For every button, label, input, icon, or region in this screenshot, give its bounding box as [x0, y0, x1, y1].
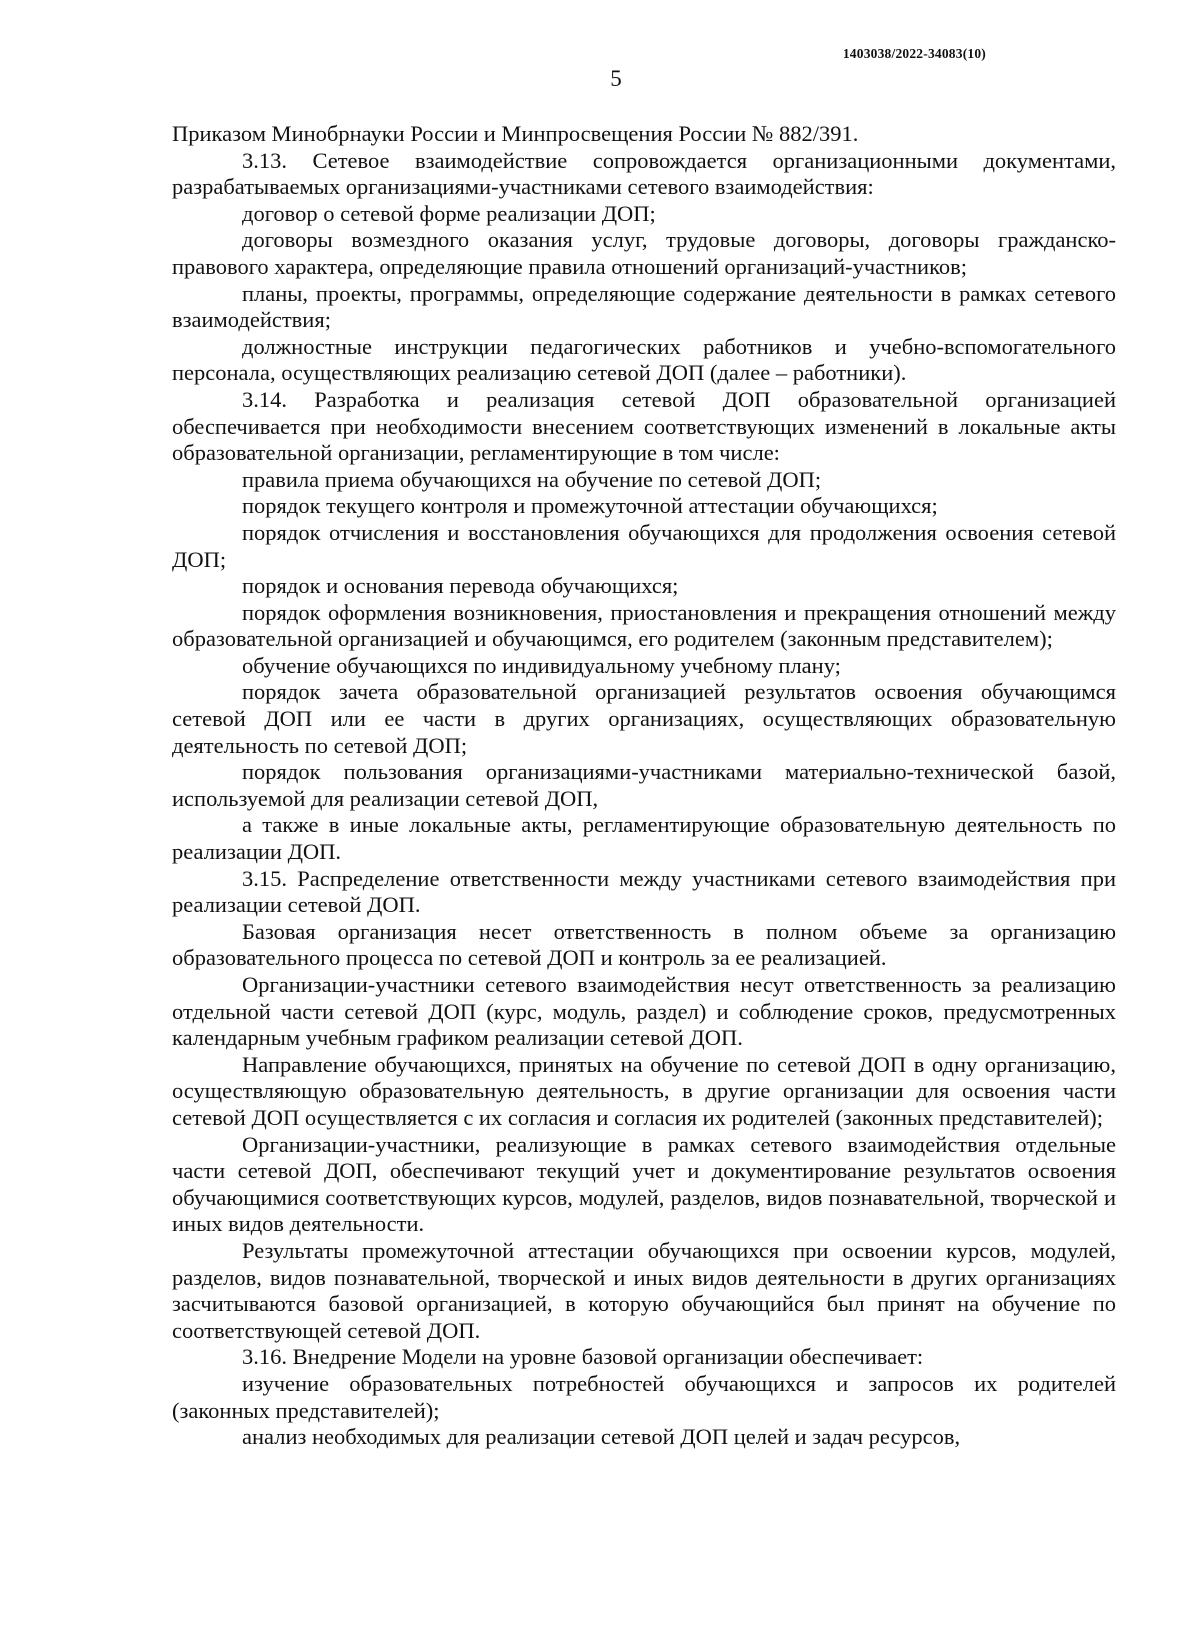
list-item: правила приема обучающихся на обучение по сетевой ДОП; [242, 466, 822, 492]
paragraph: 3.16. Внедрение Модели на уровне базовой организации обеспечивает: [242, 1344, 924, 1370]
list-item: порядок пользования организациями-участниками материально-технической базой, используемой для реализации сетевой ДОП, [172, 759, 1116, 811]
paragraph: 3.14. Разработка и реализация сетевой ДОП образовательной организацией обеспечивается при необходимости внесением соответствующих изменений в локальные акты образовательной организации, регламентирующие в том числе: [172, 386, 1116, 466]
list-item: а также в иные локальные акты, регламентирующие образовательную деятельность по реализации ДОП. [172, 812, 1116, 865]
document-body [172, 121, 1116, 1451]
document-registration-number: 1403038/2022-34083(10) [842, 46, 986, 61]
list-item: порядок оформления возникновения, приостановления и прекращения отношений между образовательной организацией и обучающимся, его родителем (законным представителем); [172, 599, 1116, 652]
list-item: анализ необходимых для реализации сетевой ДОП целей и задач ресурсов, [242, 1424, 961, 1450]
list-item: порядок зачета образовательной организацией результатов освоения обучающимся сетевой ДОП или ее части в других организациях, осуществляющих образовательную деятельность по сетевой ДОП; [172, 679, 1116, 758]
page-number: 5 [610, 66, 622, 91]
list-item: обучение обучающихся по индивидуальному учебному плану; [242, 652, 841, 678]
list-item: должностные инструкции педагогических работников и учебно-вспомогательного персонала, осуществляющих реализацию сетевой ДОП (далее – работники). [172, 333, 1116, 386]
paragraph: 3.15. Распределение ответственности между участниками сетевого взаимодействия при реализации сетевой ДОП. [172, 865, 1116, 918]
list-item: порядок отчисления и восстановления обучающихся для продолжения освоения сетевой ДОП; [172, 519, 1116, 572]
list-item: порядок текущего контроля и промежуточной аттестации обучающихся; [242, 493, 938, 519]
list-item: договор о сетевой форме реализации ДОП; [242, 200, 656, 226]
paragraph: 3.13. Сетевое взаимодействие сопровождается организационными документами, разрабатываемых организациями-участниками сетевого взаимодействия: [172, 147, 1116, 200]
paragraph: Приказом Минобрнауки России и Минпросвещения России № 882/391. [172, 121, 859, 146]
paragraph: Организации-участники сетевого взаимодействия несут ответственность за реализацию отдельной части сетевой ДОП (курс, модуль, раздел) и соблюдение сроков, предусмотренных календарным учебным графиком реализации сетевой ДОП. [172, 972, 1116, 1051]
paragraph: Базовая организация несет ответственность в полном объеме за организацию образовательного процесса по сетевой ДОП и контроль за ее реализацией. [172, 918, 1116, 971]
list-item: изучение образовательных потребностей обучающихся и запросов их родителей (законных представителей); [172, 1370, 1116, 1423]
paragraph: Направление обучающихся, принятых на обучение по сетевой ДОП в одну организацию, осуществляющую образовательную деятельность, в другие организации для освоения части сетевой ДОП осуществляется с их согласия и согласия их родителей (законных представителей); [172, 1051, 1116, 1130]
paragraph: Организации-участники, реализующие в рамках сетевого взаимодействия отдельные части сетевой ДОП, обеспечивают текущий учет и документирование результатов освоения обучающимися соответствующих курсов, модулей, разделов, видов познавательной, творческой и иных видов деятельности. [172, 1131, 1116, 1237]
list-item: договоры возмездного оказания услуг, трудовые договоры, договоры гражданско-правового характера, определяющие правила отношений организаций-участников; [172, 227, 1116, 279]
list-item: порядок и основания перевода обучающихся; [242, 573, 679, 599]
list-item: планы, проекты, программы, определяющие содержание деятельности в рамках сетевого взаимодействия; [172, 280, 1116, 333]
paragraph: Результаты промежуточной аттестации обучающихся при освоении курсов, модулей, разделов, видов познавательной, творческой и иных видов деятельности в других организациях засчитываются базовой организацией, в которую обучающийся был принят на обучение по соответствующей сетевой ДОП. [172, 1237, 1116, 1343]
